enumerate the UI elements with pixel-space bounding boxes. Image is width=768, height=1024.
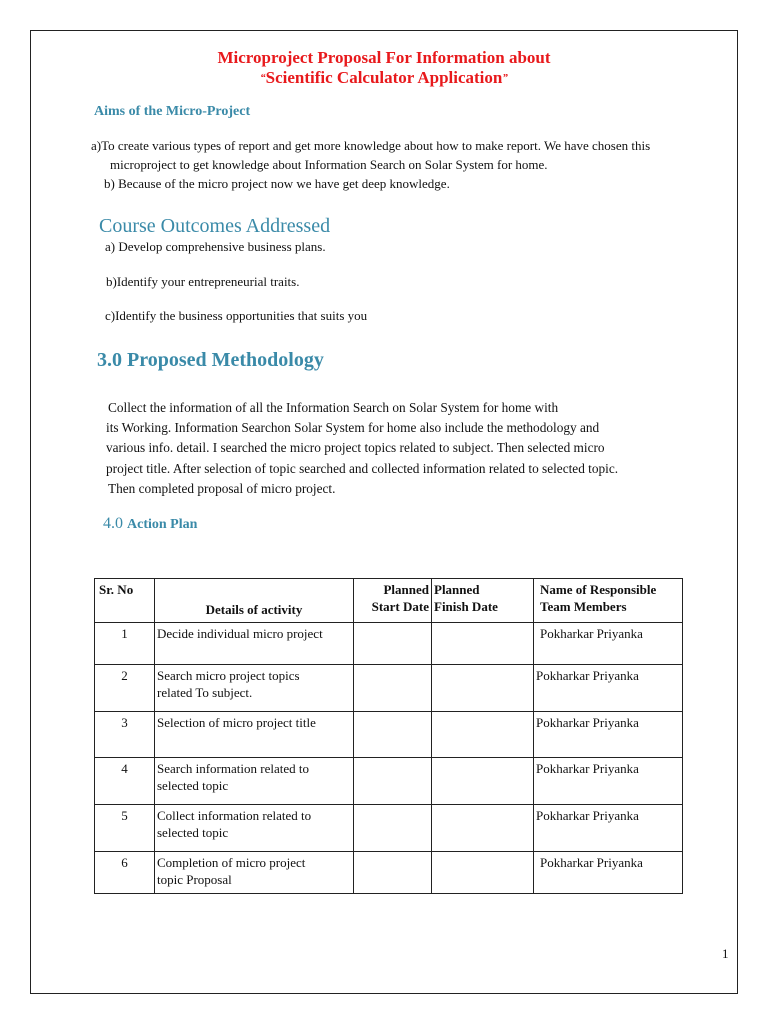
row-member: Pokharkar Priyanka [534, 805, 683, 852]
row-start-date [354, 805, 432, 852]
course-outcome-item: c)Identify the business opportunities that suits you [105, 308, 368, 323]
row-activity [155, 758, 354, 805]
methodology-line: project title. After selection of topic searched and collected information related to selected topic. [106, 460, 619, 476]
document-title-line-2 [0, 68, 768, 88]
row-activity-line-2: related To subject. [157, 685, 253, 700]
row-activity-line-1: Collect information related to [157, 808, 312, 823]
methodology-paragraph [108, 398, 618, 499]
header-finish-line-2: Finish Date [434, 599, 498, 614]
row-sr: 3 [95, 712, 155, 758]
row-activity-line-1: Search micro project topics [157, 668, 300, 683]
aims-heading: Aims of the Micro-Project [94, 104, 251, 119]
row-activity-line-2: selected topic [157, 825, 229, 840]
row-activity [155, 623, 354, 665]
table-row [95, 665, 683, 712]
table-row [95, 805, 683, 852]
action-plan-table [94, 578, 683, 894]
row-activity-line-1: Completion of micro project [157, 855, 306, 870]
header-start-line-2: Start Date [371, 599, 429, 614]
row-activity [155, 712, 354, 758]
row-finish-date [432, 712, 534, 758]
methodology-heading: 3.0 Proposed Methodology [97, 349, 324, 371]
header-finish-line-1: Planned [434, 582, 480, 597]
row-member: Pokharkar Priyanka [534, 712, 683, 758]
header-finish-date [432, 579, 534, 623]
row-activity [155, 852, 354, 894]
action-plan-label: Action Plan [127, 517, 198, 532]
row-sr: 6 [95, 852, 155, 894]
methodology-line: various info. detail. I searched the micro project topics related to subject. Then selected micro [106, 440, 605, 456]
row-activity [155, 665, 354, 712]
table-row [95, 852, 683, 894]
aims-line-b: b) Because of the micro project now we have get deep knowledge. [104, 176, 450, 191]
header-start-line-1: Planned [383, 582, 429, 597]
row-finish-date [432, 758, 534, 805]
methodology-line: its Working. Information Searchon Solar System for home also include the methodology and [106, 420, 600, 436]
row-finish-date [432, 665, 534, 712]
row-sr: 5 [95, 805, 155, 852]
row-start-date [354, 712, 432, 758]
header-team-members [534, 579, 683, 623]
row-activity-line-2: selected topic [157, 778, 229, 793]
header-team-line-2: Team Members [540, 599, 627, 614]
close-quote: ” [502, 72, 508, 84]
row-member: Pokharkar Priyanka [534, 758, 683, 805]
page-number: 1 [722, 946, 729, 961]
aims-line-a2: microproject to get knowledge about Information Search on Solar System for home. [110, 157, 548, 172]
row-finish-date [432, 805, 534, 852]
header-details: Details of activity [155, 579, 354, 623]
row-finish-date [432, 852, 534, 894]
row-member: Pokharkar Priyanka [534, 665, 683, 712]
aims-line-a1: a)To create various types of report and get more knowledge about how to make report. We have chosen this [91, 138, 651, 153]
header-team-line-1: Name of Responsible [540, 582, 657, 597]
course-outcomes-heading: Course Outcomes Addressed [99, 215, 331, 237]
document-title-line-1: Microproject Proposal For Information about [217, 48, 551, 67]
row-sr: 2 [95, 665, 155, 712]
table-header-row [95, 579, 683, 623]
row-start-date [354, 665, 432, 712]
row-sr: 4 [95, 758, 155, 805]
table-row [95, 758, 683, 805]
table-row [95, 712, 683, 758]
row-start-date [354, 758, 432, 805]
action-plan-heading [103, 515, 197, 533]
course-outcome-item: a) Develop comprehensive business plans. [105, 239, 326, 254]
row-member: Pokharkar Priyanka [534, 852, 683, 894]
row-activity-line-2: topic Proposal [157, 872, 232, 887]
table-row [95, 623, 683, 665]
methodology-line: Collect the information of all the Information Search on Solar System for home with [108, 400, 559, 415]
course-outcome-item: b)Identify your entrepreneurial traits. [106, 274, 300, 289]
header-start-date [354, 579, 432, 623]
row-activity [155, 805, 354, 852]
methodology-line: Then completed proposal of micro project. [108, 480, 336, 496]
row-sr: 1 [95, 623, 155, 665]
document-title-text: Scientific Calculator Application [265, 68, 503, 87]
row-start-date [354, 852, 432, 894]
row-start-date [354, 623, 432, 665]
row-activity-line-1: Decide individual micro project [157, 626, 323, 641]
open-quote: “ [260, 72, 266, 84]
action-plan-number: 4.0 [103, 515, 123, 532]
row-activity-line-1: Selection of micro project title [157, 715, 316, 730]
row-member: Pokharkar Priyanka [534, 623, 683, 665]
row-finish-date [432, 623, 534, 665]
header-sr-no: Sr. No [95, 579, 155, 623]
row-activity-line-1: Search information related to [157, 761, 309, 776]
